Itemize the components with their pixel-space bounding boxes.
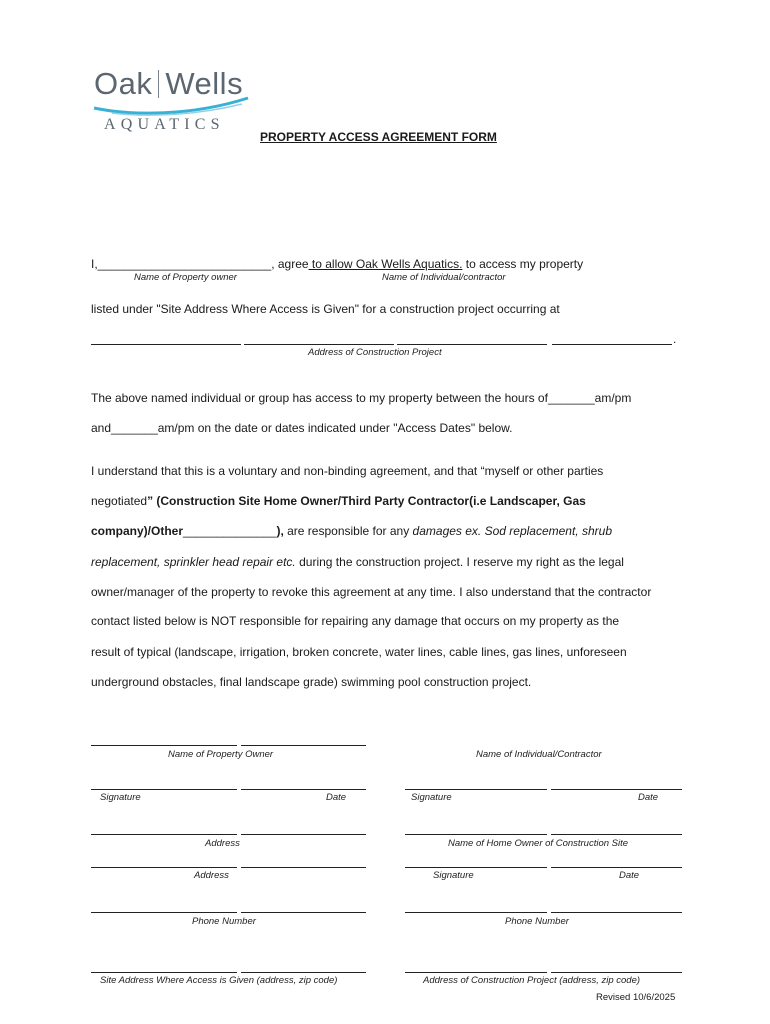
logo-subtitle: AQUATICS: [104, 116, 225, 133]
contractor-date-line[interactable]: [551, 789, 682, 790]
end-hour-blank[interactable]: _______: [111, 421, 158, 435]
reserve-right-text: during the construction project. I reserve my right as the legal: [295, 555, 624, 569]
para1-line2: listed under "Site Address Where Access is Given" for a construction project occurring at: [91, 302, 560, 316]
owner-address-line-a[interactable]: [91, 834, 237, 835]
owner-address2-line-b[interactable]: [241, 867, 366, 868]
site-address-line-a[interactable]: [91, 972, 237, 973]
label-site-address: Site Address Where Access is Given (address, zip code): [100, 975, 338, 986]
other-close: ),: [276, 524, 284, 538]
contractor-name-field[interactable]: to allow Oak Wells Aquatics.: [308, 257, 463, 271]
label-owner-phone: Phone Number: [192, 916, 256, 927]
label-owner-address-1: Address: [205, 838, 240, 849]
form-title: PROPERTY ACCESS AGREEMENT FORM: [260, 130, 497, 144]
para2-line1: [91, 391, 631, 405]
label-homeowner-name: Name of Home Owner of Construction Site: [448, 838, 629, 849]
oak-wells-logo: [92, 64, 252, 138]
para1-prefix: I,: [91, 257, 98, 271]
para3-line3: [91, 524, 612, 538]
para3-line8: underground obstacles, final landscape grade) swimming pool construction project.: [91, 675, 532, 689]
para1-line1: [91, 257, 583, 271]
hours-text: The above named individual or group has access to my property between the hours of: [91, 391, 548, 405]
label-contractor-phone: Phone Number: [505, 916, 569, 927]
label-owner-address-2: Address: [194, 870, 229, 881]
replacement-italic-text: replacement, sprinkler head repair etc.: [91, 555, 296, 569]
logo-word-wells: Wells: [165, 66, 244, 101]
owner-address2-line-a[interactable]: [91, 867, 237, 868]
access-text: to access my property: [462, 257, 584, 271]
para3-line7: result of typical (landscape, irrigation, broken concrete, water lines, cable lines, gas lines, unforeseen: [91, 645, 627, 659]
owner-name-blank[interactable]: __________________________: [97, 257, 272, 271]
para2-line2: [91, 421, 512, 435]
owner-phone-line-b[interactable]: [241, 912, 366, 913]
para3-line5: owner/manager of the property to revoke this agreement at any time. I also understand that the contractor: [91, 585, 652, 599]
label-owner-signature: Signature: [100, 792, 141, 803]
label-individual-contractor: Name of Individual/contractor: [382, 272, 506, 283]
address-line-1[interactable]: [91, 344, 241, 345]
label-contractor-signature: Signature: [411, 792, 452, 803]
project-address-line-b[interactable]: [551, 972, 682, 973]
parties-bold-text: ” (Construction Site Home Owner/Third Party Contractor(i.e Landscaper, Gas: [147, 494, 586, 508]
label-homeowner-signature: Signature: [433, 870, 474, 881]
homeowner-signature-line[interactable]: [405, 867, 547, 868]
address-line-2[interactable]: [244, 344, 394, 345]
owner-name-line-a[interactable]: [91, 745, 237, 746]
label-contractor-date: Date: [638, 792, 659, 803]
responsible-text: are responsible for any: [283, 524, 413, 538]
owner-signature-line[interactable]: [91, 789, 237, 790]
label-name-individual-contractor: Name of Individual/Contractor: [476, 749, 602, 760]
para3-line1: I understand that this is a voluntary and non-binding agreement, and that “myself or other parties: [91, 464, 604, 478]
para3-line2: [91, 494, 586, 508]
logo-wave-icon: [92, 94, 252, 116]
homeowner-date-line[interactable]: [551, 867, 682, 868]
access-dates-text: am/pm on the date or dates indicated under "Access Dates" below.: [157, 421, 513, 435]
owner-name-line-b[interactable]: [241, 745, 366, 746]
contractor-phone-line-a[interactable]: [405, 912, 547, 913]
label-name-property-owner: Name of Property Owner: [168, 749, 274, 760]
other-bold-text: company)/Other: [91, 524, 184, 538]
label-owner-date: Date: [326, 792, 347, 803]
revised-date: Revised 10/6/2025: [596, 992, 676, 1003]
contractor-signature-line[interactable]: [405, 789, 547, 790]
start-hour-blank[interactable]: _______: [547, 391, 595, 405]
project-address-line-a[interactable]: [405, 972, 547, 973]
para3-line6: contact listed below is NOT responsible for repairing any damage that occurs on my property as the: [91, 614, 620, 628]
other-blank[interactable]: ______________: [183, 524, 277, 538]
para3-line4: [91, 555, 624, 569]
label-property-owner: Name of Property owner: [134, 272, 237, 283]
contractor-phone-line-b[interactable]: [551, 912, 682, 913]
homeowner-name-line-a[interactable]: [405, 834, 547, 835]
address-period: .: [673, 332, 677, 346]
and-text: and: [91, 421, 112, 435]
label-project-address: Address of Construction Project (address, zip code): [423, 975, 641, 986]
owner-date-line[interactable]: [241, 789, 366, 790]
site-address-line-b[interactable]: [241, 972, 366, 973]
owner-address-line-b[interactable]: [241, 834, 366, 835]
address-line-3[interactable]: [397, 344, 547, 345]
owner-phone-line-a[interactable]: [91, 912, 237, 913]
label-homeowner-date: Date: [619, 870, 640, 881]
label-address-construction: Address of Construction Project: [308, 347, 442, 358]
address-line-4[interactable]: [552, 344, 672, 345]
ampm-text-1: am/pm: [594, 391, 632, 405]
logo-word-oak: Oak: [94, 66, 153, 101]
agree-text: , agree: [271, 257, 309, 271]
negotiated-text: negotiated: [91, 494, 148, 508]
homeowner-name-line-b[interactable]: [551, 834, 682, 835]
damages-italic-text: damages ex. Sod replacement, shrub: [412, 524, 612, 538]
